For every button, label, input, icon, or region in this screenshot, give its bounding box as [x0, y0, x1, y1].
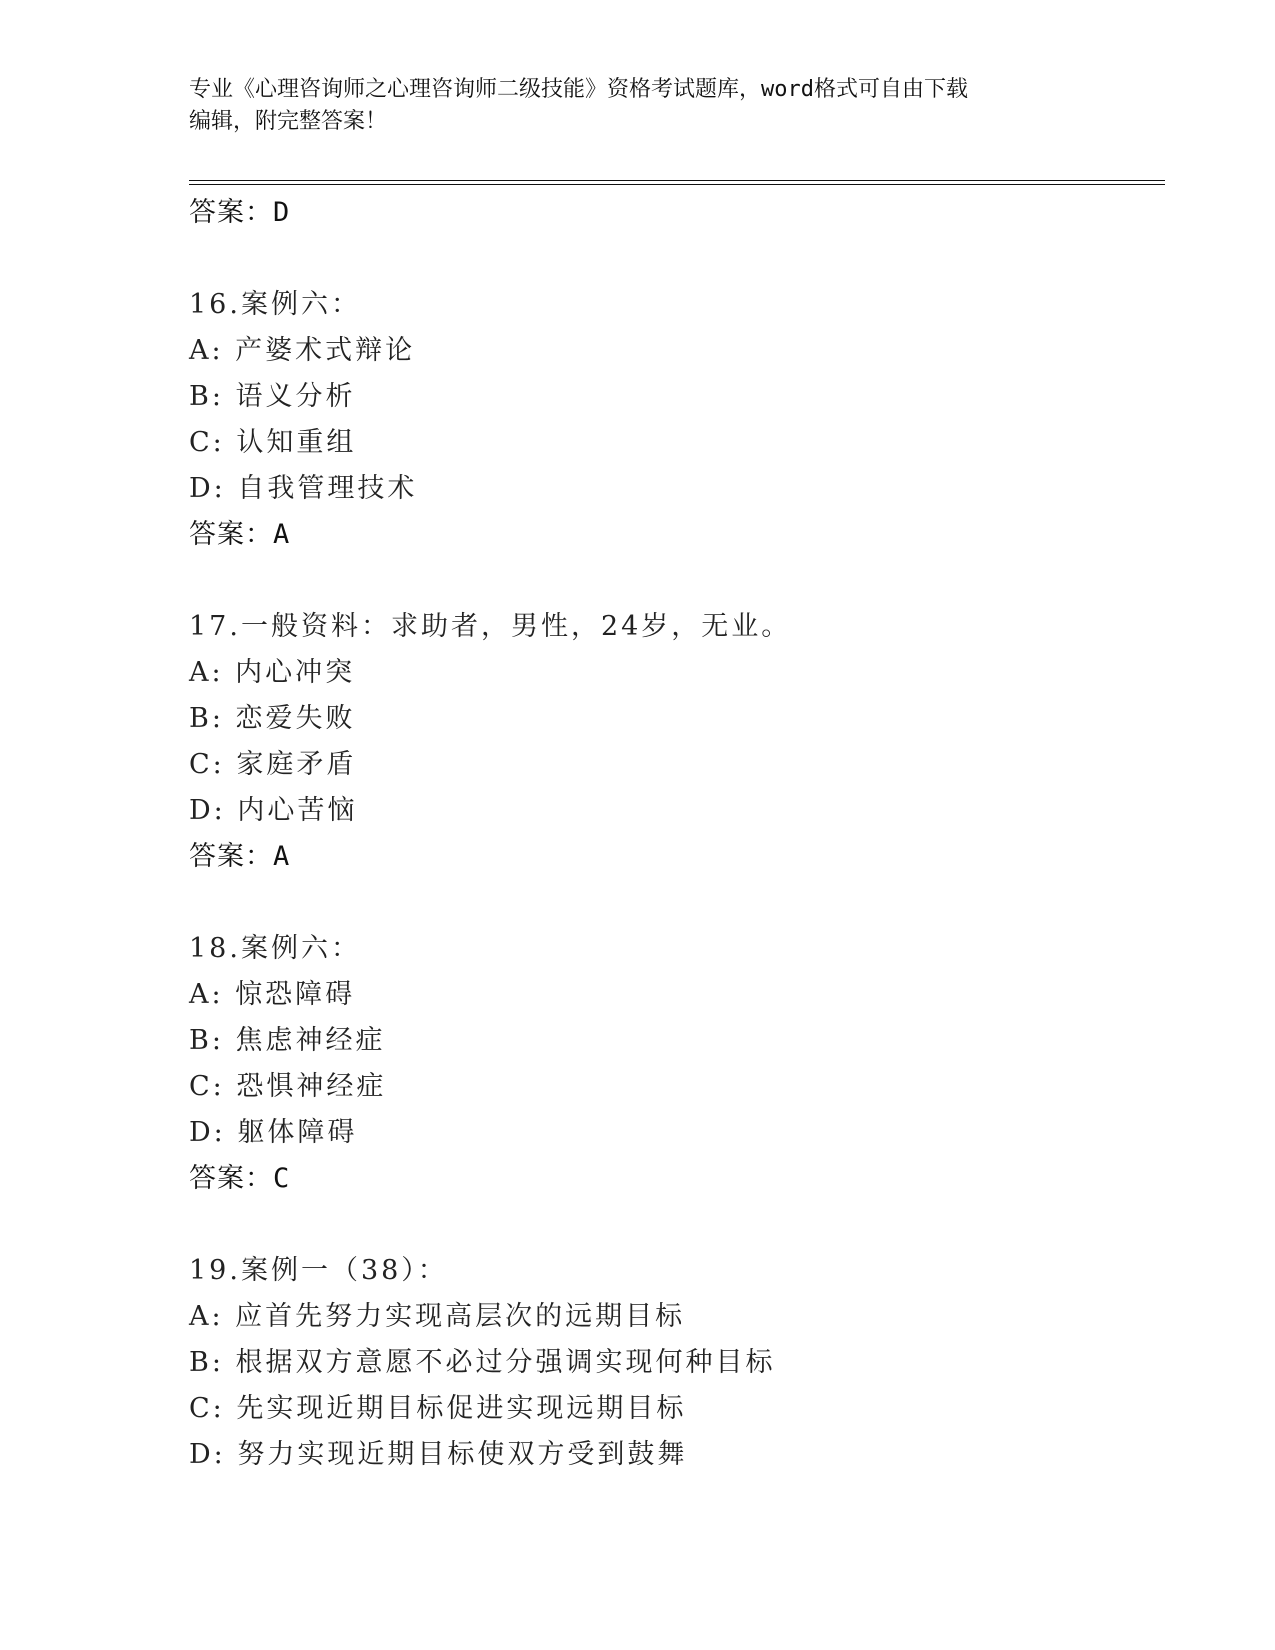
question-list [189, 190, 1169, 1478]
option-a: A: 惊恐障碍 [189, 979, 356, 1010]
option-c: C: 恐惧神经症 [189, 1071, 387, 1102]
question-stem: 19.案例一（38）： [189, 1255, 448, 1286]
option-b: B: 焦虑神经症 [189, 1025, 386, 1056]
option-d: D: 努力实现近期目标使双方受到鼓舞 [189, 1439, 688, 1470]
option-a: A: 内心冲突 [189, 657, 356, 688]
answer-line: 答案：D [189, 197, 291, 228]
option-d: D: 躯体障碍 [189, 1117, 358, 1148]
option-b: B: 恋爱失败 [189, 703, 356, 734]
option-c: C: 先实现近期目标促进实现远期目标 [189, 1393, 687, 1424]
option-b: B: 语义分析 [189, 381, 356, 412]
header-rule-bottom [189, 184, 1165, 185]
option-a: A: 应首先努力实现高层次的远期目标 [189, 1301, 686, 1332]
header-rule-top [189, 180, 1165, 181]
option-b: B: 根据双方意愿不必过分强调实现何种目标 [189, 1347, 776, 1378]
option-c: C: 认知重组 [189, 427, 357, 458]
answer-line: 答案：A [189, 841, 291, 872]
question-stem: 16.案例六： [189, 289, 361, 320]
question-stem: 18.案例六： [189, 933, 361, 964]
option-a: A: 产婆术式辩论 [189, 335, 416, 366]
question-stem: 17.一般资料：求助者，男性，24岁，无业。 [189, 611, 792, 642]
option-d: D: 自我管理技术 [189, 473, 418, 504]
answer-line: 答案：C [189, 1163, 291, 1194]
header-line-1: 专业《心理咨询师之心理咨询师二级技能》资格考试题库，word格式可自由下载 [189, 77, 968, 102]
answer-line: 答案：A [189, 519, 291, 550]
header-line-2: 编辑，附完整答案！ [189, 109, 388, 134]
option-c: C: 家庭矛盾 [189, 749, 357, 780]
option-d: D: 内心苦恼 [189, 795, 358, 826]
document-header [189, 74, 1089, 138]
